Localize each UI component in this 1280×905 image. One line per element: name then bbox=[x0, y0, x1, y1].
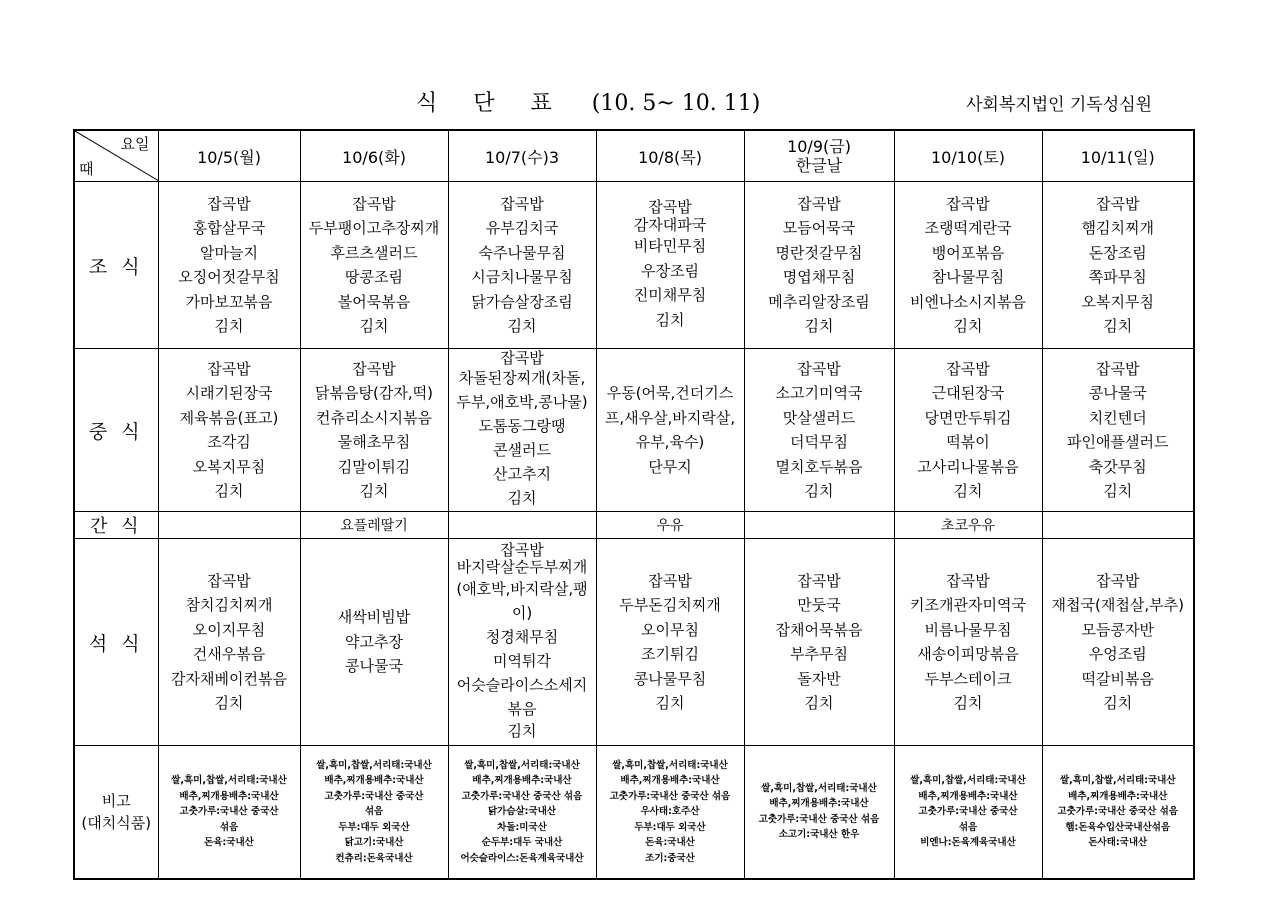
menu-item: 건새우볶음 bbox=[192, 645, 266, 663]
menu-item: 김치 bbox=[655, 694, 685, 712]
menu-item: 근대된장국 bbox=[931, 384, 1005, 402]
menu-cell bbox=[894, 182, 1042, 349]
menu-item: 산고추지 bbox=[493, 464, 551, 483]
snack-cell bbox=[448, 512, 596, 539]
menu-item: 바지락살순두부찌개 bbox=[456, 558, 588, 576]
origin-item: 고춧가루:국내산 중국산 bbox=[324, 790, 424, 802]
menu-cell bbox=[1042, 349, 1194, 512]
menu-item: 잡곡밥 bbox=[648, 571, 692, 590]
menu-item: 김치 bbox=[804, 317, 834, 335]
origin-item: 고춧가루:국내산 중국산 bbox=[179, 806, 279, 817]
title-char: 식 bbox=[416, 91, 438, 116]
origin-item: 돈육:국내산 bbox=[204, 837, 254, 848]
menu-item: 감자대파국 bbox=[633, 216, 707, 234]
meal-label-breakfast: 조 식 bbox=[74, 182, 158, 349]
menu-item: 햄김치찌개 bbox=[1081, 219, 1154, 237]
menu-item: 참나물무침 bbox=[931, 268, 1005, 286]
snack-cell: 우유 bbox=[596, 512, 744, 539]
day-header: 10/5(월) bbox=[158, 130, 300, 182]
menu-cell bbox=[300, 539, 448, 746]
menu-item: 김치 bbox=[804, 482, 834, 500]
menu-item: 어슷슬라이스소세지 bbox=[456, 676, 588, 694]
menu-item: 조기튀김 bbox=[641, 645, 699, 663]
menu-item: 두부스테이크 bbox=[924, 669, 1012, 688]
menu-item: 감자채베이컨볶음 bbox=[171, 669, 287, 688]
menu-item: 두부,애호박,콩나물) bbox=[456, 392, 588, 411]
menu-item: 김치 bbox=[214, 482, 244, 500]
origin-item: 배추,찌개용배추:국내산 bbox=[620, 775, 720, 786]
menu-item: 차돌된장찌개(차돌, bbox=[458, 368, 586, 387]
menu-item: 축갓무침 bbox=[1088, 457, 1147, 476]
snack-cell bbox=[1042, 512, 1194, 539]
notes-cell bbox=[596, 746, 744, 879]
menu-item: 멸치호두볶음 bbox=[775, 457, 863, 476]
menu-item: 부추무침 bbox=[790, 645, 848, 663]
menu-item: 소고기미역국 bbox=[775, 384, 863, 402]
menu-cell bbox=[744, 182, 894, 349]
origin-item: 두부:대두 외국산 bbox=[634, 821, 706, 833]
menu-item: 이) bbox=[511, 604, 533, 622]
menu-cell bbox=[448, 349, 596, 512]
menu-item: 조랭떡계란국 bbox=[924, 219, 1012, 237]
snack-cell bbox=[158, 512, 300, 539]
menu-item: 닭볶음탕(감자,떡) bbox=[315, 384, 433, 402]
origin-item: 고춧가루:국내산 중국산 섞음 bbox=[1057, 806, 1179, 817]
origin-item: 조기:중국산 bbox=[645, 852, 695, 864]
menu-cell bbox=[1042, 539, 1194, 746]
menu-item: 김치 bbox=[953, 317, 983, 335]
menu-item: 김치 bbox=[507, 317, 537, 335]
lunch-row bbox=[74, 349, 1194, 512]
menu-item: 김치 bbox=[214, 694, 244, 712]
notes-cell bbox=[894, 746, 1042, 879]
day-header: 10/6(화) bbox=[300, 130, 448, 182]
menu-item: 김치 bbox=[507, 488, 537, 507]
menu-item: 모듬콩자반 bbox=[1081, 620, 1154, 639]
menu-item: 후르츠샐러드 bbox=[330, 243, 418, 262]
menu-item: 조각김 bbox=[207, 433, 251, 451]
origin-item: 배추,찌개용배추:국내산 bbox=[769, 798, 869, 810]
origin-item: 쌀,흑미,찹쌀,서리태:국내산 bbox=[910, 775, 1026, 786]
origin-item: 배추,찌개용배추:국내산 bbox=[179, 790, 279, 802]
menu-item: 오복지무침 bbox=[192, 457, 266, 476]
menu-item: 김치 bbox=[507, 722, 537, 740]
menu-item: 콘샐러드 bbox=[493, 440, 551, 459]
menu-item: 제육볶음(표고) bbox=[179, 408, 279, 427]
page-title bbox=[416, 86, 760, 117]
menu-item: 뱅어포볶음 bbox=[931, 243, 1005, 262]
menu-item: 만둣국 bbox=[797, 596, 841, 614]
origin-item: 고춧가루:국내산 중국산 섞음 bbox=[461, 790, 583, 802]
menu-item: 우장조림 bbox=[641, 261, 699, 280]
menu-item: 떡볶이 bbox=[946, 433, 990, 451]
menu-item: 김치 bbox=[359, 317, 389, 335]
menu-item: 가마보꼬볶음 bbox=[185, 292, 273, 311]
day-header-holiday: 한글날 bbox=[795, 156, 843, 175]
menu-item: 잡곡밥 bbox=[207, 571, 251, 590]
menu-item: 재첩국(재첩살,부추) bbox=[1051, 596, 1184, 614]
origin-item: 닭고기:국내산 bbox=[344, 837, 404, 848]
menu-item: 도톰동그랑땡 bbox=[478, 416, 566, 435]
menu-item: 잡채어묵볶음 bbox=[775, 620, 863, 639]
origin-item: 고춧가루:국내산 중국산 섞음 bbox=[609, 790, 731, 802]
menu-item: 단무지 bbox=[648, 457, 692, 476]
origin-item: 돈사태:국내산 bbox=[1088, 837, 1148, 848]
menu-item: (애호박,바지락살,팽 bbox=[456, 580, 588, 598]
menu-item: 잡곡밥 bbox=[352, 194, 396, 213]
snack-row bbox=[74, 512, 1194, 539]
menu-item: 물해초무침 bbox=[337, 433, 411, 451]
menu-item: 닭가슴살장조림 bbox=[471, 292, 573, 311]
menu-cell bbox=[158, 349, 300, 512]
menu-item: 고사리나물볶음 bbox=[917, 457, 1019, 476]
day-header-date: 10/9(금) bbox=[787, 137, 851, 156]
menu-cell bbox=[744, 539, 894, 746]
menu-item: 우엉조림 bbox=[1088, 645, 1147, 663]
menu-item: 잡곡밥 bbox=[500, 348, 544, 367]
corner-day-label: 요일 bbox=[120, 135, 150, 153]
meal-label-snack: 간 식 bbox=[74, 512, 158, 539]
menu-item: 비름나물무침 bbox=[924, 620, 1012, 639]
menu-item: 시래기된장국 bbox=[185, 384, 273, 402]
menu-item: 잡곡밥 bbox=[1096, 571, 1140, 590]
menu-item: 비타민무침 bbox=[633, 237, 707, 255]
menu-item: 김치 bbox=[1103, 317, 1133, 335]
menu-item: 김치 bbox=[804, 694, 834, 712]
origin-item: 배추,찌개용배추:국내산 bbox=[1068, 790, 1168, 802]
menu-item: 잡곡밥 bbox=[500, 541, 544, 559]
menu-cell bbox=[596, 539, 744, 746]
menu-item: 약고추장 bbox=[345, 632, 403, 651]
origin-item: 어슷슬라이스:돈육계육국내산 bbox=[460, 852, 584, 864]
menu-item: 새싹비빔밥 bbox=[337, 608, 411, 627]
origin-item: 차돌:미국산 bbox=[497, 821, 547, 833]
menu-item: 김치 bbox=[214, 317, 244, 335]
notes-row bbox=[74, 746, 1194, 879]
menu-item: 김치 bbox=[953, 482, 983, 500]
menu-item: 키조개관자미역국 bbox=[910, 596, 1026, 614]
menu-item: 잡곡밥 bbox=[500, 194, 544, 213]
menu-item: 모듬어묵국 bbox=[782, 219, 856, 237]
menu-item: 진미채무침 bbox=[633, 286, 707, 304]
day-header: 10/8(목) bbox=[596, 130, 744, 182]
origin-item: 순두부:대두 국내산 bbox=[481, 837, 563, 848]
corner-cell bbox=[74, 130, 158, 182]
origin-item: 쌀,흑미,찹쌀,서리태:국내산 bbox=[464, 759, 580, 771]
menu-item: 쪽파무침 bbox=[1088, 268, 1147, 286]
origin-item: 두부:대두 외국산 bbox=[338, 821, 410, 833]
menu-cell bbox=[448, 182, 596, 349]
menu-item: 파인애플샐러드 bbox=[1067, 433, 1169, 451]
menu-item: 두부팽이고추장찌개 bbox=[308, 219, 440, 237]
origin-item: 돈육:국내산 bbox=[645, 837, 695, 848]
notes-cell bbox=[300, 746, 448, 879]
menu-item: 홍합살무국 bbox=[192, 219, 266, 237]
menu-item: 참치김치찌개 bbox=[185, 596, 273, 614]
title-date-range: (10. 5~ 10. 11) bbox=[591, 91, 761, 116]
menu-item: 잡곡밥 bbox=[1096, 194, 1140, 213]
menu-cell bbox=[744, 349, 894, 512]
menu-item: 김치 bbox=[1103, 482, 1133, 500]
menu-item: 콩나물국 bbox=[1088, 384, 1147, 402]
day-header: 10/11(일) bbox=[1042, 130, 1194, 182]
menu-item: 볶음 bbox=[507, 700, 537, 718]
menu-item: 두부돈김치찌개 bbox=[619, 596, 721, 614]
origin-item: 쌀,흑미,찹쌀,서리태:국내산 bbox=[1059, 775, 1176, 786]
menu-item: 김치 bbox=[1103, 694, 1133, 712]
menu-item: 잡곡밥 bbox=[946, 571, 990, 590]
day-header: 10/10(토) bbox=[894, 130, 1042, 182]
origin-item: 컨츄리:돈육국내산 bbox=[335, 852, 413, 864]
menu-item: 잡곡밥 bbox=[207, 194, 251, 213]
menu-item: 떡갈비볶음 bbox=[1081, 669, 1154, 688]
origin-item: 쌀,흑미,찹쌀,서리태:국내산 bbox=[761, 782, 877, 794]
menu-table bbox=[73, 129, 1195, 880]
notes-cell bbox=[1042, 746, 1194, 879]
snack-cell: 초코우유 bbox=[894, 512, 1042, 539]
menu-item: 오이지무침 bbox=[192, 620, 266, 639]
menu-cell bbox=[300, 349, 448, 512]
menu-item: 미역튀각 bbox=[493, 652, 551, 670]
menu-item: 잡곡밥 bbox=[797, 571, 841, 590]
organization-name: 사회복지법인 기독성심원 bbox=[966, 95, 1153, 115]
menu-item: 맛살샐러드 bbox=[782, 408, 856, 427]
origin-item: 우사태:호주산 bbox=[640, 806, 700, 817]
origin-item: 쌀,흑미,찹쌀,서리태:국내산 bbox=[171, 775, 287, 786]
origin-item: 소고기:국내산 한우 bbox=[778, 829, 860, 841]
menu-item: 우동(어묵,건더기스 bbox=[606, 384, 734, 402]
meal-label-dinner: 석 식 bbox=[74, 539, 158, 746]
menu-item: 볼어묵볶음 bbox=[337, 292, 411, 311]
menu-item: 유부,육수) bbox=[635, 433, 705, 451]
corner-meal-label: 때 bbox=[79, 160, 94, 178]
menu-item: 김치 bbox=[359, 482, 389, 500]
menu-cell bbox=[894, 349, 1042, 512]
menu-item: 컨츄리소시지볶음 bbox=[316, 408, 432, 427]
menu-cell bbox=[596, 182, 744, 349]
menu-item: 새송이피망볶음 bbox=[917, 645, 1019, 663]
notes-label-line: (대치식품) bbox=[81, 813, 152, 832]
snack-cell: 요플레딸기 bbox=[300, 512, 448, 539]
origin-item: 비엔나:돈육계육국내산 bbox=[920, 837, 1016, 848]
title-char: 표 bbox=[530, 91, 552, 116]
title-char: 단 bbox=[473, 91, 495, 116]
origin-item: 고춧가루:국내산 중국산 bbox=[918, 806, 1018, 817]
origin-item: 닭가슴살:국내산 bbox=[487, 806, 557, 817]
origin-item: 배추,찌개용배추:국내산 bbox=[472, 775, 572, 786]
menu-item: 명엽채무침 bbox=[782, 268, 856, 286]
origin-item: 배추,찌개용배추:국내산 bbox=[324, 775, 424, 786]
menu-item: 잡곡밥 bbox=[797, 359, 841, 378]
menu-item: 명란젓갈무침 bbox=[775, 243, 863, 262]
origin-item: 배추,찌개용배추:국내산 bbox=[918, 790, 1018, 802]
menu-item: 잡곡밥 bbox=[946, 359, 990, 378]
menu-item: 잡곡밥 bbox=[648, 198, 692, 216]
day-header bbox=[744, 130, 894, 182]
menu-item: 김치 bbox=[953, 694, 983, 712]
notes-label-line: 비고 bbox=[101, 791, 131, 810]
origin-item: 고춧가루:국내산 중국산 섞음 bbox=[758, 813, 880, 825]
menu-item: 치킨텐더 bbox=[1088, 408, 1147, 427]
menu-item: 청경채무침 bbox=[485, 628, 559, 646]
origin-item: 섞음 bbox=[219, 821, 239, 833]
notes-cell bbox=[744, 746, 894, 879]
menu-cell bbox=[300, 182, 448, 349]
menu-item: 오이무침 bbox=[641, 620, 699, 639]
notes-label bbox=[74, 746, 158, 879]
menu-cell bbox=[448, 539, 596, 746]
menu-item: 잡곡밥 bbox=[352, 359, 396, 378]
menu-cell bbox=[894, 539, 1042, 746]
header-row bbox=[74, 130, 1194, 182]
menu-item: 돈장조림 bbox=[1088, 243, 1147, 262]
menu-item: 알마늘지 bbox=[200, 243, 258, 262]
menu-item: 더덕무침 bbox=[790, 433, 848, 451]
menu-item: 잡곡밥 bbox=[797, 194, 841, 213]
menu-item: 비엔나소시지볶음 bbox=[910, 292, 1026, 311]
menu-item: 메추리알장조림 bbox=[768, 292, 870, 311]
menu-item: 콩나물국 bbox=[345, 657, 403, 676]
menu-item: 땅콩조림 bbox=[345, 268, 403, 286]
origin-item: 쌀,흑미,찹쌀,서리태:국내산 bbox=[612, 759, 728, 771]
menu-cell bbox=[1042, 182, 1194, 349]
menu-item: 잡곡밥 bbox=[1096, 359, 1140, 378]
menu-item: 돌자반 bbox=[797, 669, 841, 688]
day-header: 10/7(수)3 bbox=[448, 130, 596, 182]
snack-cell bbox=[744, 512, 894, 539]
menu-cell bbox=[596, 349, 744, 512]
menu-cell bbox=[158, 539, 300, 746]
menu-cell bbox=[158, 182, 300, 349]
origin-item: 햄:돈육수입산국내산섞음 bbox=[1065, 821, 1171, 833]
menu-item: 숙주나물무침 bbox=[478, 243, 566, 262]
origin-item: 섞음 bbox=[364, 806, 384, 817]
menu-item: 잡곡밥 bbox=[207, 359, 251, 378]
origin-item: 섞음 bbox=[958, 821, 978, 833]
meal-label-lunch: 중 식 bbox=[74, 349, 158, 512]
menu-item: 김치 bbox=[655, 310, 685, 329]
menu-item: 오복지무침 bbox=[1081, 292, 1154, 311]
menu-item: 당면만두튀김 bbox=[924, 408, 1012, 427]
menu-item: 김말이튀김 bbox=[337, 457, 411, 476]
notes-cell bbox=[448, 746, 596, 879]
dinner-row bbox=[74, 539, 1194, 746]
menu-item: 프,새우살,바지락살, bbox=[604, 408, 736, 427]
menu-item: 오징어젓갈무침 bbox=[178, 268, 280, 286]
menu-item: 시금치나물무침 bbox=[471, 268, 573, 286]
menu-item: 잡곡밥 bbox=[946, 194, 990, 213]
origin-item: 쌀,흑미,찹쌀,서리태:국내산 bbox=[316, 759, 432, 771]
menu-item: 유부김치국 bbox=[485, 219, 559, 237]
breakfast-row bbox=[74, 182, 1194, 349]
menu-item: 콩나물무침 bbox=[633, 669, 707, 688]
notes-cell bbox=[158, 746, 300, 879]
